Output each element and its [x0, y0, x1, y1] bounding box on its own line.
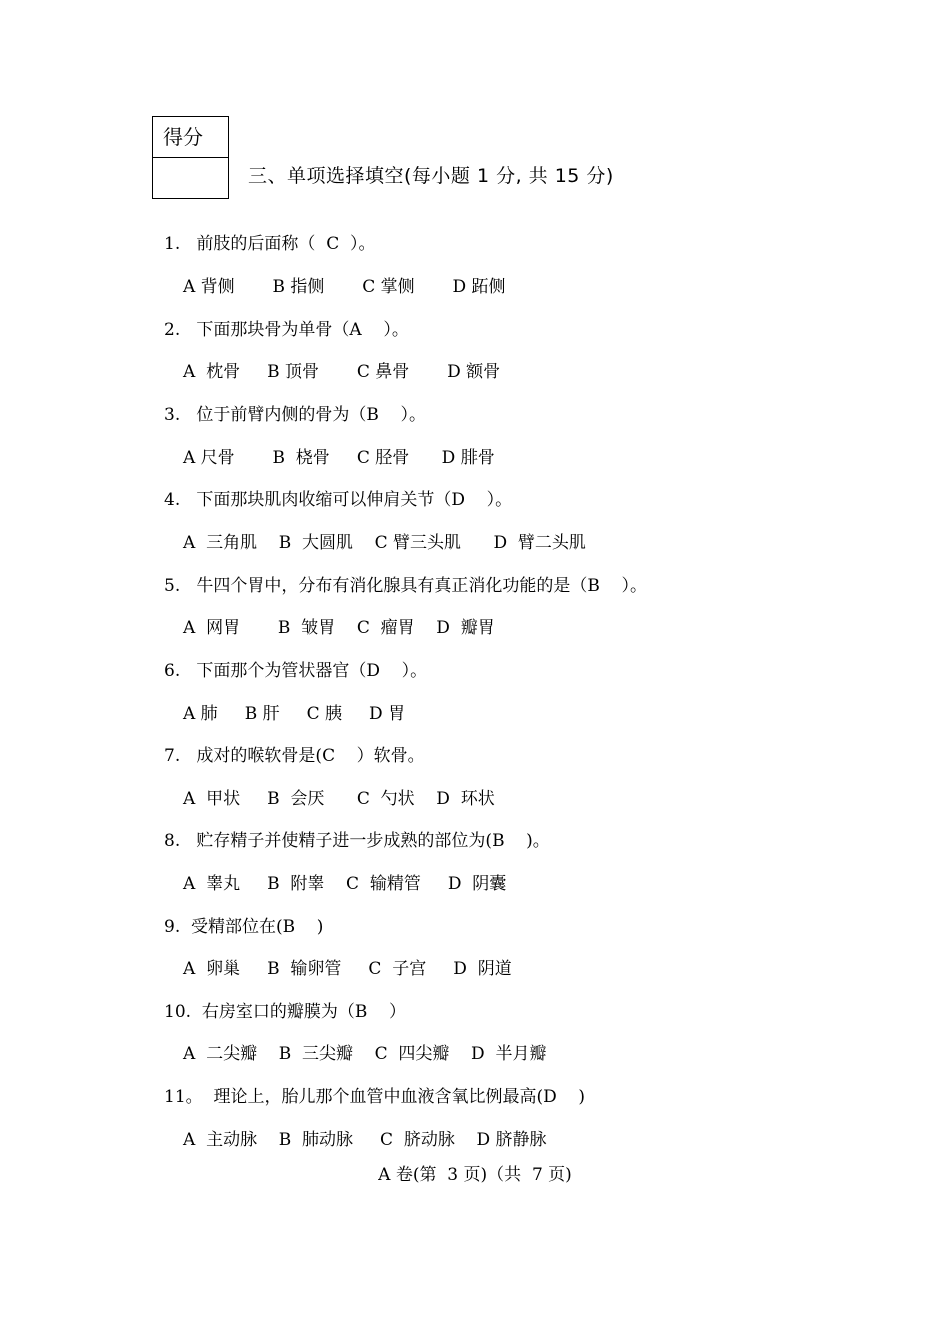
question-3: 3. 位于前臂内侧的骨为（B ）。 — [164, 405, 427, 425]
question-11-options: A 主动脉 B 肺动脉 C 脐动脉 D 脐静脉 — [183, 1130, 547, 1150]
page-footer: A 卷(第 3 页)（共 7 页) — [378, 1165, 572, 1185]
score-box — [152, 116, 229, 199]
question-4-options: A 三角肌 B 大圆肌 C 臂三头肌 D 臂二头肌 — [183, 533, 586, 553]
question-8: 8. 贮存精子并使精子进一步成熟的部位为(B )。 — [164, 831, 550, 851]
question-6: 6. 下面那个为管状器官（D ）。 — [164, 661, 428, 681]
question-9: 9. 受精部位在(B ) — [164, 917, 324, 937]
question-6-options: A 肺 B 肝 C 胰 D 胃 — [183, 704, 406, 724]
question-7-options: A 甲状 B 会厌 C 勺状 D 环状 — [183, 789, 495, 809]
question-8-options: A 睾丸 B 附睾 C 输精管 D 阴囊 — [183, 874, 507, 894]
question-9-options: A 卵巢 B 输卵管 C 子宫 D 阴道 — [183, 959, 512, 979]
question-4: 4. 下面那块肌肉收缩可以伸肩关节（D ）。 — [164, 490, 513, 510]
question-7: 7. 成对的喉软骨是(C ）软骨。 — [164, 746, 425, 766]
question-5-options: A 网胃 B 皱胃 C 瘤胃 D 瓣胃 — [183, 618, 495, 638]
section-title: 三、单项选择填空(每小题 1 分, 共 15 分) — [248, 165, 614, 187]
question-3-options: A 尺骨 B 桡骨 C 胫骨 D 腓骨 — [183, 448, 495, 468]
score-label: 得分 — [153, 117, 228, 158]
question-2: 2. 下面那块骨为单骨（A ）。 — [164, 320, 409, 340]
question-1: 1. 前肢的后面称（ C ）。 — [164, 234, 376, 254]
question-2-options: A 枕骨 B 顶骨 C 鼻骨 D 额骨 — [183, 362, 501, 382]
question-11: 11。 理论上，胎儿那个血管中血液含氧比例最高(D ) — [164, 1087, 585, 1107]
question-10: 10. 右房室口的瓣膜为（B ） — [164, 1002, 406, 1022]
question-5: 5. 牛四个胃中，分布有消化腺具有真正消化功能的是（B ）。 — [164, 576, 648, 596]
question-1-options: A 背侧 B 指侧 C 掌侧 D 跖侧 — [183, 277, 506, 297]
question-10-options: A 二尖瓣 B 三尖瓣 C 四尖瓣 D 半月瓣 — [183, 1044, 547, 1064]
